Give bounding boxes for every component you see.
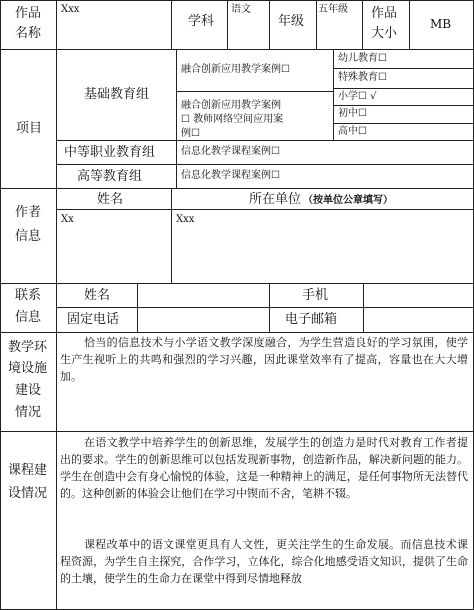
email-label: 电子邮箱: [285, 312, 338, 327]
project-label: 项目: [16, 121, 43, 136]
work-name-value: Xxx: [61, 4, 80, 15]
subject-label: 学科: [188, 14, 215, 29]
higher-education-group: 高等教育组: [77, 169, 143, 184]
contact-label-line2: 信息: [15, 310, 42, 325]
grade-value: 五年级: [318, 4, 348, 15]
author-unit-note: （按单位公章填写）: [303, 195, 393, 206]
course-paragraph-2: 课程改革中的语文课堂更具有人文性，更关注学生的生命发展。而信息技术课程资源，为学生自主探究，合作学习，立体化，综合化地感受语文知识，提供了生命的土壤，使学生的生命力在课堂中得到尽情地释放: [60, 538, 468, 585]
author-unit-header: 所在单位: [249, 192, 302, 207]
author-unit-value: Xxx: [176, 214, 195, 225]
cell-course-label: [0, 431, 57, 610]
landline-label: 固定电话: [67, 312, 120, 327]
basic-item-integrated-case[interactable]: 融合创新应用教学案例☐: [181, 64, 290, 75]
basic-item-2-line1[interactable]: 融合创新应用教学案例: [181, 100, 281, 111]
level-junior-checkbox[interactable]: 初中☐: [338, 108, 367, 119]
grade-label: 年级: [278, 14, 305, 29]
work-size-value: MB: [430, 17, 452, 31]
higher-item-checkbox[interactable]: 信息化教学课程案例☐: [181, 170, 280, 181]
contact-label-line1: 联系: [15, 288, 42, 303]
phone-input[interactable]: [363, 283, 474, 308]
environment-label-line4: 情况: [15, 405, 42, 420]
course-paragraph-1: 在语文教学中培养学生的创新思维，发展学生的创造力是时代对教育工作者提出的要求。学生的创新思维可以包括发现新事物，创造新作品，解决新问题的能力。学生在创造中会有身心愉悦的体验，这是一种精神上的满足，是任何事物所无法替代的。这种创新的体验会让他们在学习中锲而不舍，笔耕不辍。: [60, 436, 468, 500]
basic-item-2-line3[interactable]: 例☐: [181, 128, 200, 139]
cell-author-unit-value: [171, 209, 474, 284]
cell-project-label: [0, 49, 57, 189]
level-primary-checkbox[interactable]: 小学☐ √: [338, 91, 377, 102]
contact-name-input[interactable]: [137, 283, 270, 308]
author-label-line1: 作者: [15, 205, 42, 220]
vocational-item-checkbox[interactable]: 信息化教学课程案例☐: [181, 146, 280, 157]
basic-item-2-line2[interactable]: ☐ 教师网络空间应用案: [181, 114, 284, 125]
landline-input[interactable]: [137, 307, 270, 333]
level-special-checkbox[interactable]: 特殊教育☐: [338, 72, 387, 83]
work-name-label-line2: 名称: [15, 26, 42, 41]
author-name-value: Xx: [61, 214, 74, 225]
course-label-line2: 设情况: [8, 486, 48, 501]
work-size-label-line2: 大小: [371, 26, 398, 41]
environment-label-line2: 境设施: [8, 361, 48, 376]
environment-label-line1: 教学环: [8, 340, 48, 355]
environment-description: 恰当的信息技术与小学语文教学深度融合，为学生营造良好的学习氛围，使学生产生视听上的共鸣和强烈的学习兴趣，因此课堂效率有了提高，容量也在大大增加。: [60, 336, 468, 383]
phone-label: 手机: [302, 288, 329, 303]
subject-value: 语文: [231, 4, 251, 15]
level-preschool-checkbox[interactable]: 幼儿教育☐: [338, 53, 387, 64]
work-size-label-line1: 作品: [371, 6, 398, 21]
email-input[interactable]: [363, 307, 474, 333]
basic-education-group: 基础教育组: [84, 87, 150, 102]
author-label-line2: 信息: [15, 229, 42, 244]
level-senior-checkbox[interactable]: 高中☐: [338, 126, 367, 137]
environment-label-line3: 建设: [15, 383, 42, 398]
course-label-line1: 课程建: [8, 463, 48, 478]
vocational-education-group: 中等职业教育组: [64, 145, 156, 160]
contact-name-label: 姓名: [84, 288, 111, 303]
author-name-header: 姓名: [97, 192, 124, 207]
work-name-label-line1: 作品: [15, 6, 42, 21]
